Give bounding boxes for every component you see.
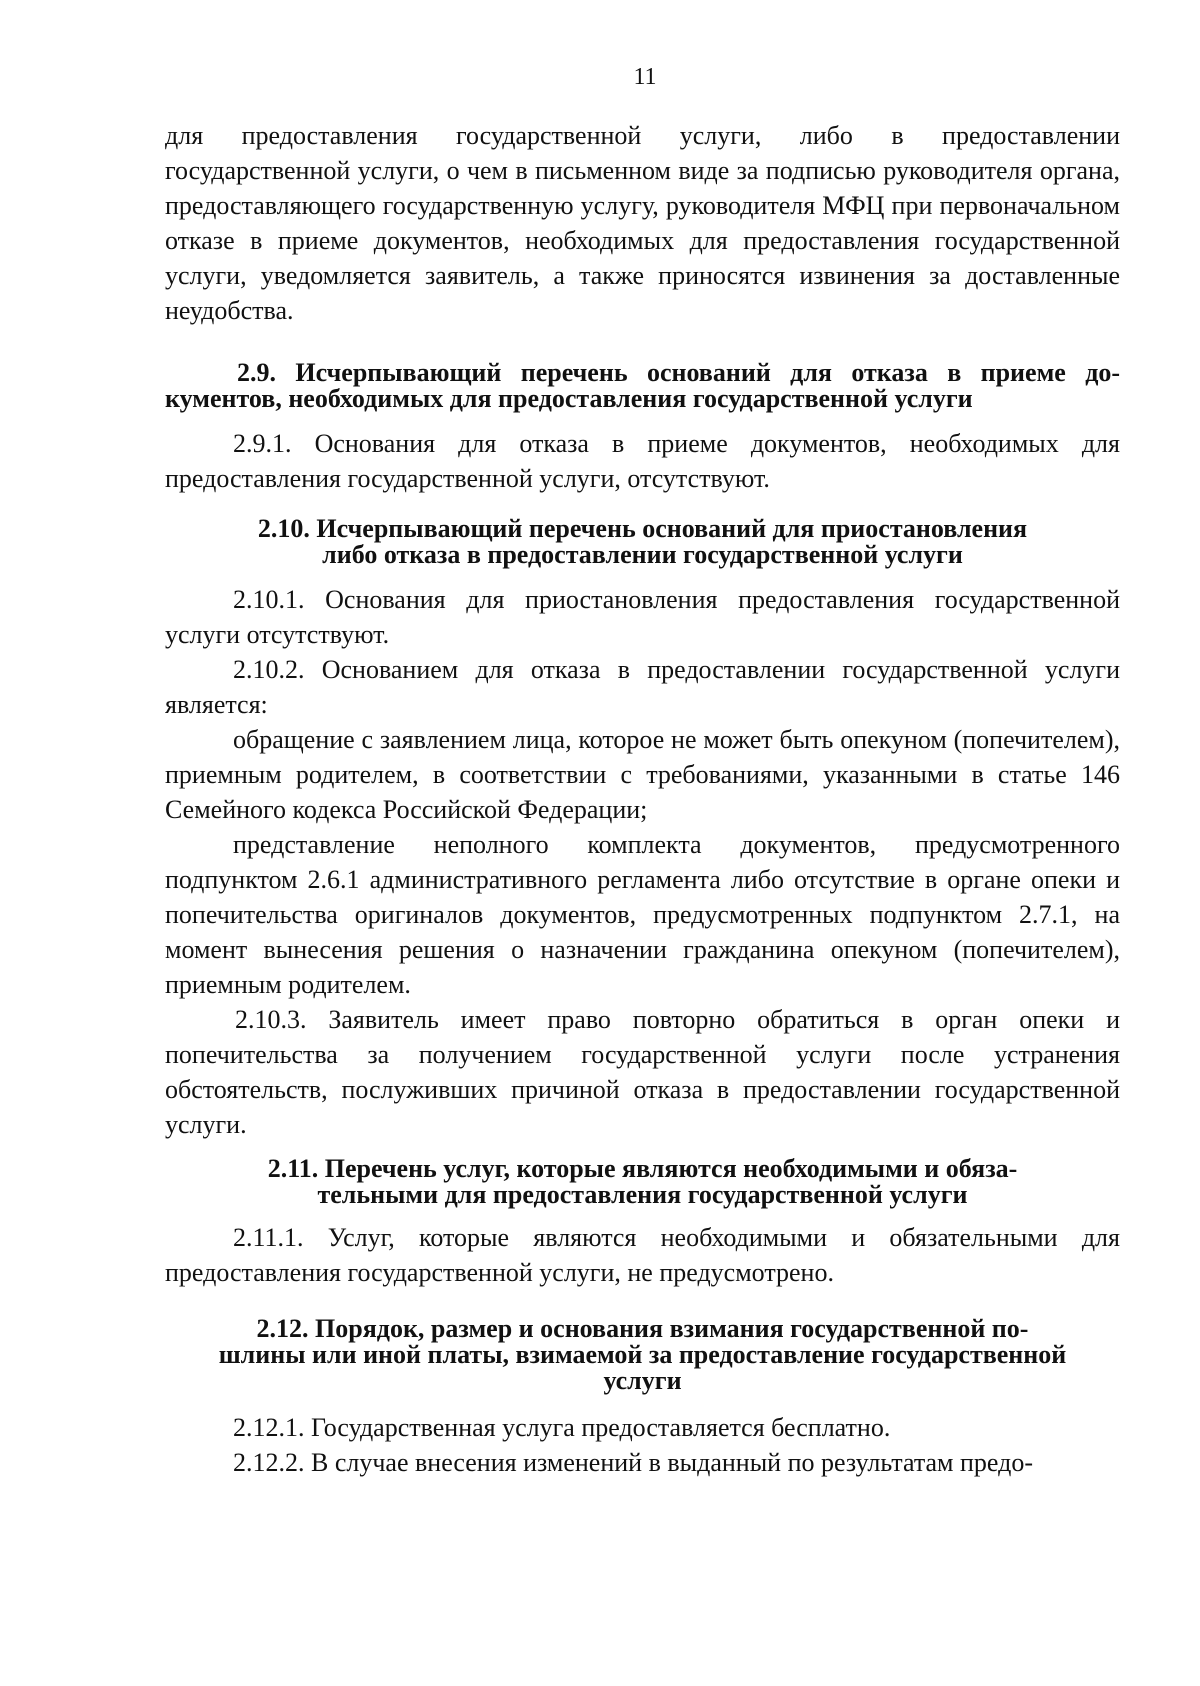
section-heading-2-10 — [165, 516, 1120, 568]
paragraph-2-10-2-item-2: представление неполного комплекта документов, предусмотренного подпунктом 2.6.1 административного регламента либо отсутствие в органе опеки и попечительства оригиналов документов, предусмотренных подпунктом 2.7.1, на момент вынесения решения о назначении гражданина опекуном (попечителем), приемным родителем. — [165, 830, 1120, 999]
heading-line: кументов, необходимых для предоставления государственной услуги — [165, 384, 973, 413]
paragraph-2-10-3: 2.10.3. Заявитель имеет право повторно обратиться в орган опеки и попечительства за получением государственной услуги после устранения обстоятельств, послуживших причиной отказа в предоставлении государственной услуги. — [165, 1005, 1120, 1139]
paragraph-2-9-1: 2.9.1. Основания для отказа в приеме документов, необходимых для предоставления государственной услуги, отсутствуют. — [165, 429, 1120, 493]
heading-line: 2.10. Исчерпывающий перечень оснований для приостановления — [257, 514, 1028, 543]
heading-line: либо отказа в предоставлении государственной услуги — [322, 540, 963, 569]
paragraph-2-10-2-item-1: обращение с заявлением лица, которое не может быть опекуном (попечителем), приемным родителем, в соответствии с требованиями, указанными в статье 146 Семейного кодекса Российской Федерации; — [165, 725, 1120, 824]
paragraph-2-10-1: 2.10.1. Основания для приостановления предоставления государственной услуги отсутствуют. — [165, 585, 1120, 649]
heading-line: 2.12. Порядок, размер и основания взимания государственной по- — [256, 1314, 1029, 1343]
document-body — [165, 118, 1120, 1480]
paragraph-2-11-1: 2.11.1. Услуг, которые являются необходимыми и обязательными для предоставления государственной услуги, не предусмотрено. — [165, 1223, 1120, 1287]
page-number: 11 — [633, 64, 657, 90]
section-heading-2-12 — [165, 1316, 1120, 1394]
heading-line: услуги — [603, 1366, 682, 1395]
paragraph-continuation: для предоставления государственной услуги, либо в предоставлении государственной услуги, о чем в письменном виде за подписью руководителя органа, предоставляющего государственную услугу, руководителя МФЦ при первоначальном отказе в приеме документов, необходимых для предоставления государственной услуги, уведомляется заявитель, а также приносятся извинения за доставленные неудобства. — [165, 121, 1120, 325]
paragraph-2-10-2: 2.10.2. Основанием для отказа в предоставлении государственной услуги является: — [165, 655, 1120, 719]
paragraph-2-12-2: 2.12.2. В случае внесения изменений в выданный по результатам предо- — [233, 1448, 1033, 1477]
heading-line: 2.9. Исчерпывающий перечень оснований для отказа в приеме до- — [237, 358, 1120, 387]
section-heading-2-11 — [165, 1156, 1120, 1208]
heading-line: 2.11. Перечень услуг, которые являются необходимыми и обяза- — [267, 1154, 1018, 1183]
heading-line: тельными для предоставления государственной услуги — [317, 1180, 968, 1209]
paragraph-2-12-1: 2.12.1. Государственная услуга предоставляется бесплатно. — [233, 1413, 891, 1442]
heading-line: шлины или иной платы, взимаемой за предоставление государственной — [218, 1340, 1067, 1369]
section-heading-2-9 — [165, 360, 1120, 412]
